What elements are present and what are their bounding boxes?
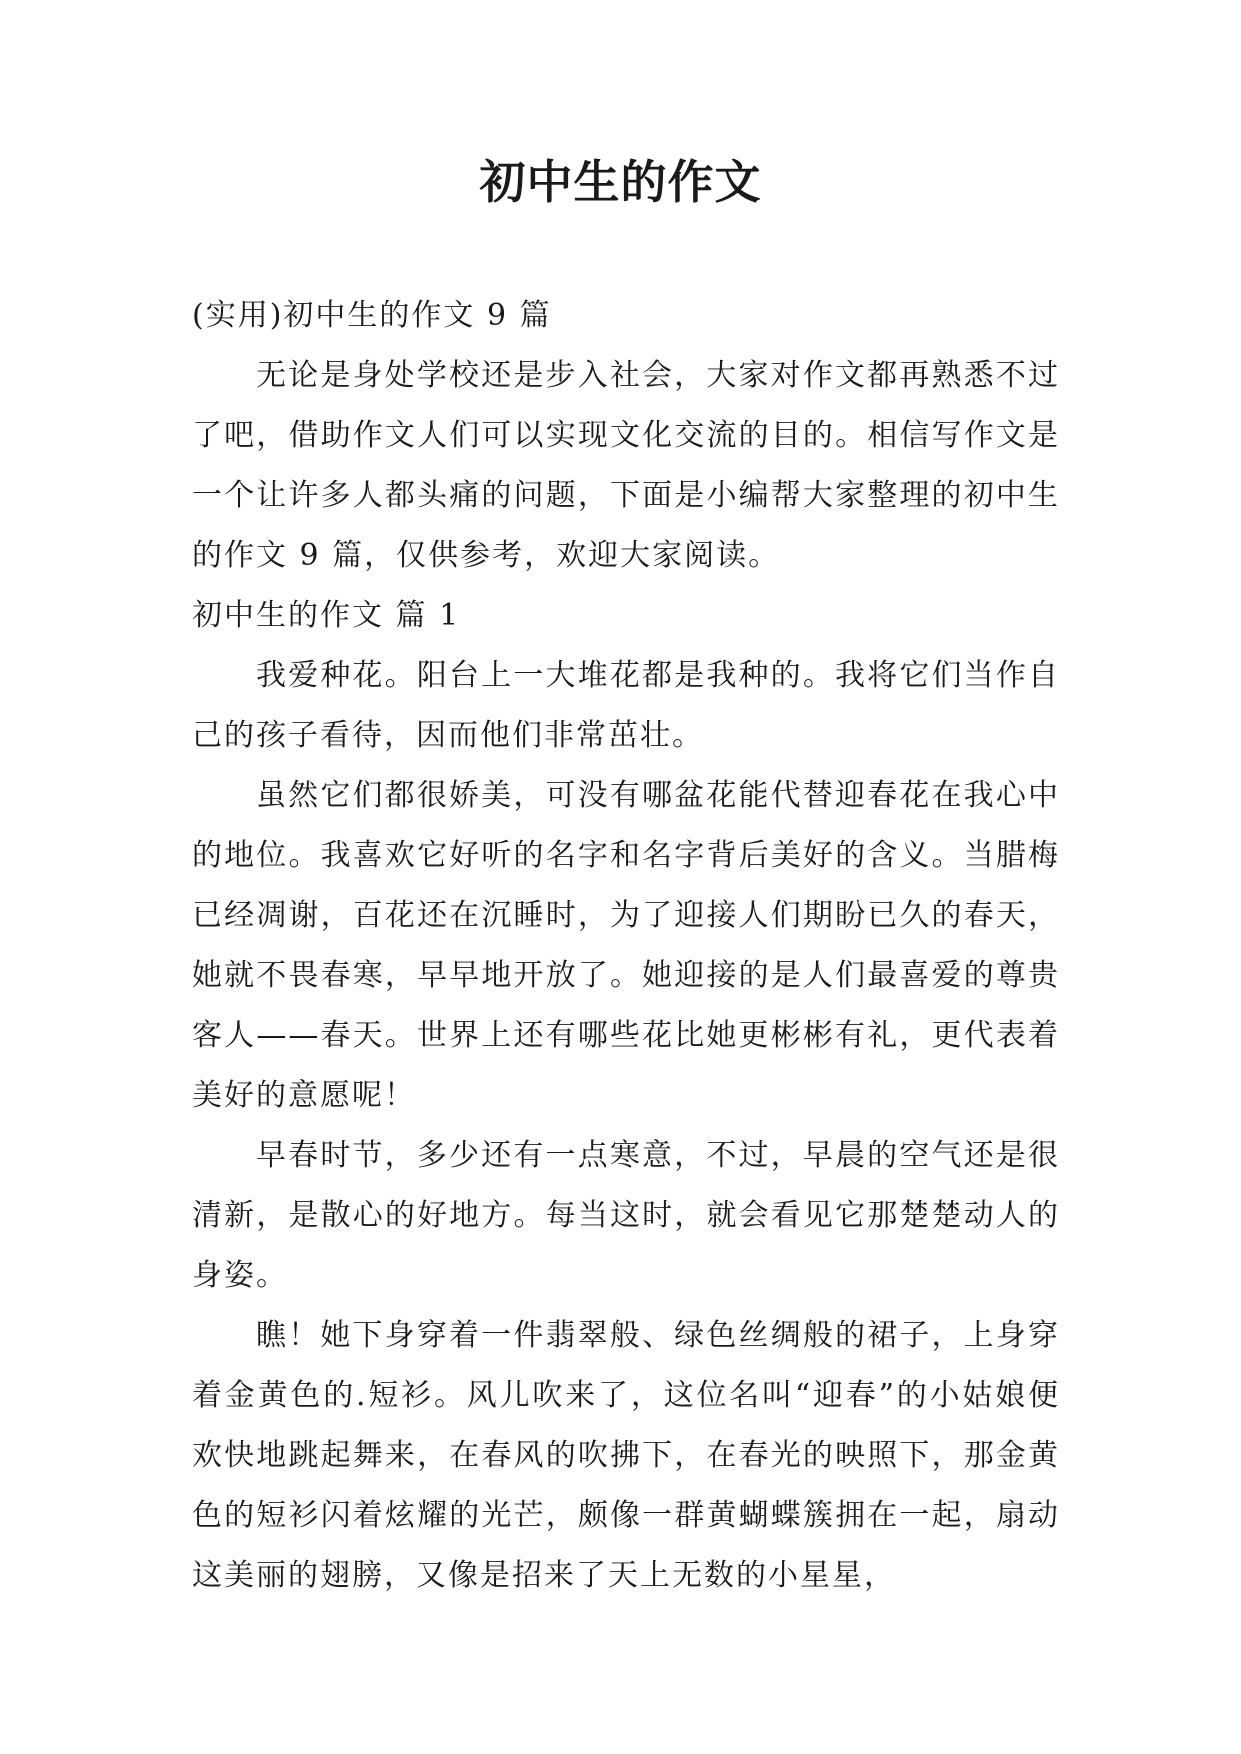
intro-paragraph: 无论是身处学校还是步入社会，大家对作文都再熟悉不过了吧，借助作文人们可以实现文化交流的目的。相信写作文是一个让许多人都头痛的问题，下面是小编帮大家整理的初中生的作文 9 篇，仅供参考，欢迎大家阅读。 <box>192 358 1060 573</box>
body-paragraph: 瞧！她下身穿着一件翡翠般、绿色丝绸般的裙子，上身穿着金黄色的.短衫。风儿吹来了，这位名叫“迎春”的小姑娘便欢快地跳起舞来，在春风的吹拂下，在春光的映照下，那金黄色的短衫闪着炫耀的光芒，颇像一群黄蝴蝶簇拥在一起，扇动这美丽的翅膀，又像是招来了天上无数的小星星， <box>192 1318 1060 1593</box>
body-paragraph: 虽然它们都很娇美，可没有哪盆花能代替迎春花在我心中的地位。我喜欢它好听的名字和名字背后美好的含义。当腊梅已经凋谢，百花还在沉睡时，为了迎接人们期盼已久的春天，她就不畏春寒，早早地开放了。她迎接的是人们最喜爱的尊贵客人——春天。世界上还有哪些花比她更彬彬有礼，更代表着美好的意愿呢！ <box>192 778 1060 1113</box>
document-subtitle: (实用)初中生的作文 9 篇 <box>192 298 552 333</box>
document-body <box>192 286 1060 1606</box>
document-title: 初中生的作文 <box>479 155 762 209</box>
section-heading: 初中生的作文 篇 1 <box>192 598 461 633</box>
body-paragraph: 我爱种花。阳台上一大堆花都是我种的。我将它们当作自己的孩子看待，因而他们非常茁壮。 <box>192 658 1060 753</box>
body-paragraph: 早春时节，多少还有一点寒意，不过，早晨的空气还是很清新，是散心的好地方。每当这时，就会看见它那楚楚动人的身姿。 <box>192 1138 1060 1293</box>
